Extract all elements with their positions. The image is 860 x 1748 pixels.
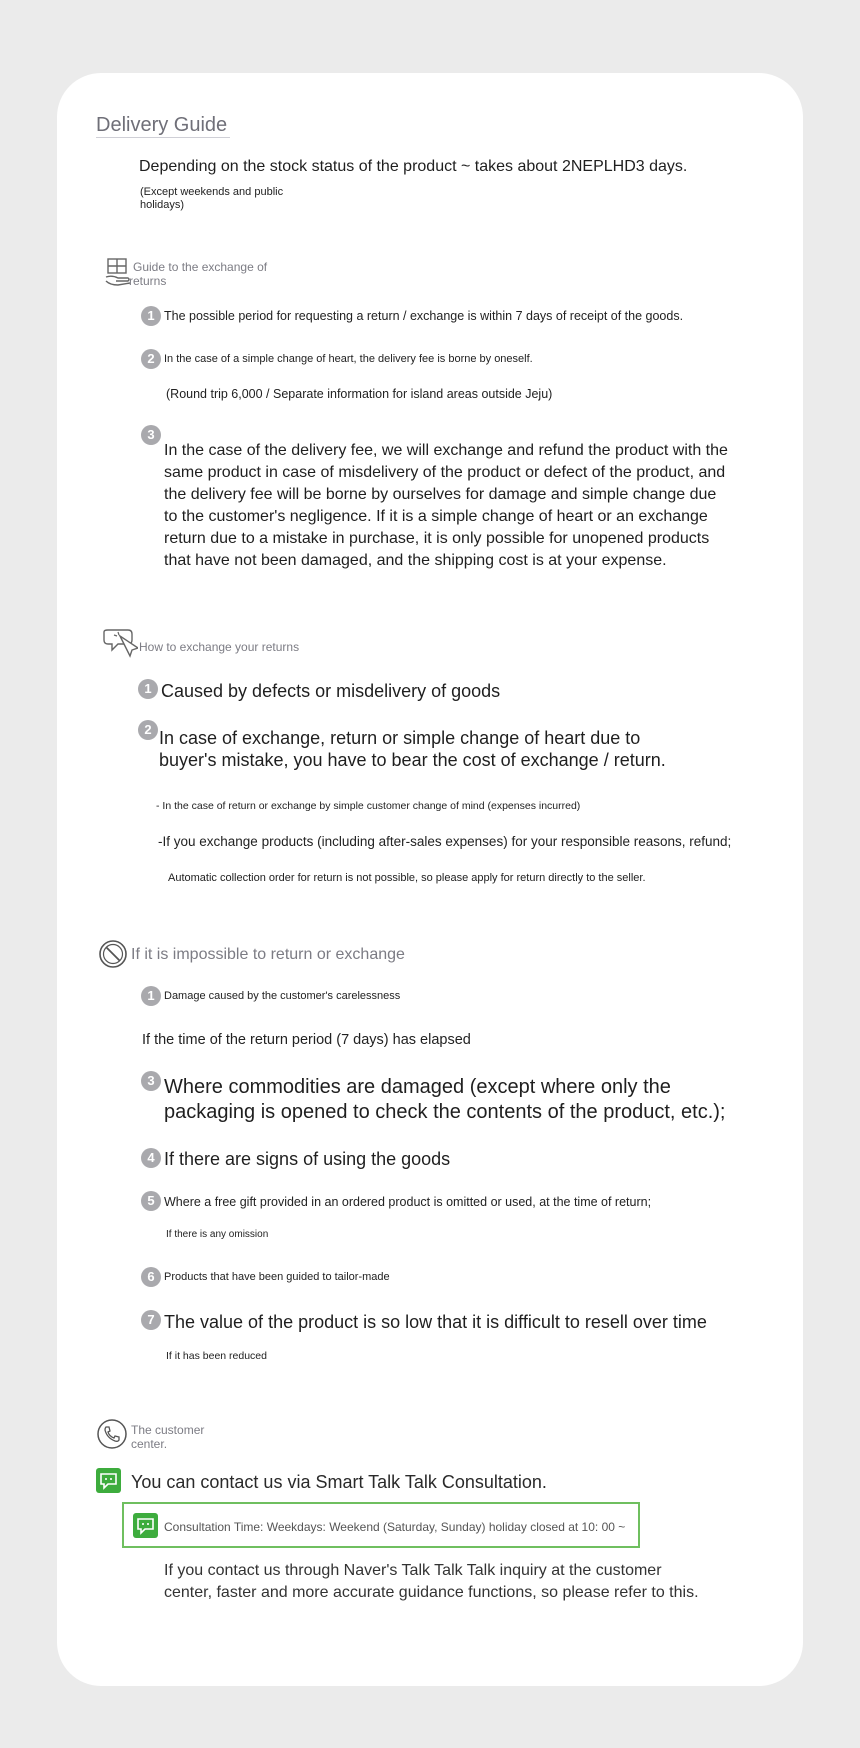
how-to-note-3: Automatic collection order for return is not possible, so please apply for return directly to the seller. [168,872,646,884]
impossible-item-5: Where a free gift provided in an ordered product is omitted or used, at the time of return; [164,1195,652,1209]
talk-chat-icon [133,1513,158,1538]
exchange-guide-label-b: returns [129,274,167,288]
footer-line-1: If you contact us through Naver's Talk Talk Talk inquiry at the customer [164,1562,662,1579]
how-to-label: How to exchange your returns [139,640,300,654]
number-badge: 1 [138,679,158,699]
exchange-item-2-note: (Round trip 6,000 / Separate information for island areas outside Jeju) [166,387,553,401]
exchange-guide-label-a: Guide to the exchange of [133,260,268,274]
delivery-line: Depending on the stock status of the product ~ takes about 2NEPLHD3 days. [139,158,688,175]
page-title: Delivery Guide [96,114,228,136]
how-to-item-2-line1: In case of exchange, return or simple change of heart due to [159,728,641,748]
footer-line-2: center, faster and more accurate guidance functions, so please refer to this. [164,1584,699,1601]
how-to-item-1: Caused by defects or misdelivery of goods [161,681,501,701]
prohibited-icon [98,939,128,969]
number-badge: 6 [141,1267,161,1287]
how-to-note-1: - In the case of return or exchange by simple customer change of mind (expenses incurred) [156,800,581,812]
exchange-item-3-line: that have not been damaged, and the shipping cost is at your expense. [164,552,667,569]
number-badge: 5 [141,1191,161,1211]
customer-center-label-a: The customer [131,1423,205,1437]
talk-chat-icon [96,1468,121,1493]
number-badge: 2 [141,349,161,369]
how-to-item-2-line2: buyer's mistake, you have to bear the cost of exchange / return. [159,750,666,770]
impossible-item-7: The value of the product is so low that it is difficult to resell over time [164,1312,707,1332]
number-badge: 2 [138,720,158,740]
impossible-item-2: If the time of the return period (7 days) has elapsed [142,1032,471,1048]
number-badge: 4 [141,1148,161,1168]
talk-consultation-text: You can contact us via Smart Talk Talk Consultation. [131,1472,547,1492]
impossible-item-3-line2: packaging is opened to check the contents of the product, etc.); [164,1101,726,1123]
how-to-note-2: -If you exchange products (including after-sales expenses) for your responsible reasons, refund; [158,834,732,849]
delivery-note-a: (Except weekends and public [140,186,284,198]
impossible-item-1: Damage caused by the customer's carelessness [164,990,401,1002]
exchange-item-3-line: same product in case of misdelivery of the product or defect of the product, and [164,464,726,481]
delivery-note-b: holidays) [140,199,185,211]
title-underline [96,137,230,138]
number-badge: 3 [141,425,161,445]
exchange-item-3-line: return due to a mistake in purchase, it is only possible for unopened products [164,530,710,547]
exchange-item-3-line: the delivery fee will be borne by ourselves for damage and simple change due [164,486,717,503]
phone-icon [96,1418,128,1450]
impossible-label: If it is impossible to return or exchange [131,946,405,963]
consultation-time: Consultation Time: Weekdays: Weekend (Saturday, Sunday) holiday closed at 10: 00 ~ [164,1520,626,1534]
number-badge: 7 [141,1310,161,1330]
exchange-item-3 [164,440,728,572]
exchange-item-2: In the case of a simple change of heart, the delivery fee is borne by oneself. [164,353,533,365]
click-bubble-icon [100,628,138,660]
impossible-item-3-line1: Where commodities are damaged (except where only the [164,1076,671,1098]
impossible-item-6: Products that have been guided to tailor-made [164,1271,390,1283]
impossible-item-4: If there are signs of using the goods [164,1149,451,1169]
impossible-item-5-note: If there is any omission [166,1229,269,1240]
exchange-item-3-line: to the customer's negligence. If it is a simple change of heart or an exchange [164,508,708,525]
exchange-item-3-line: In the case of the delivery fee, we will exchange and refund the product with the [164,442,728,459]
impossible-item-7-note: If it has been reduced [166,1350,267,1362]
number-badge: 1 [141,306,161,326]
number-badge: 3 [141,1071,161,1091]
exchange-item-1: The possible period for requesting a return / exchange is within 7 days of receipt of the goods. [164,309,684,323]
number-badge: 1 [141,986,161,1006]
customer-center-label-b: center. [131,1437,168,1451]
